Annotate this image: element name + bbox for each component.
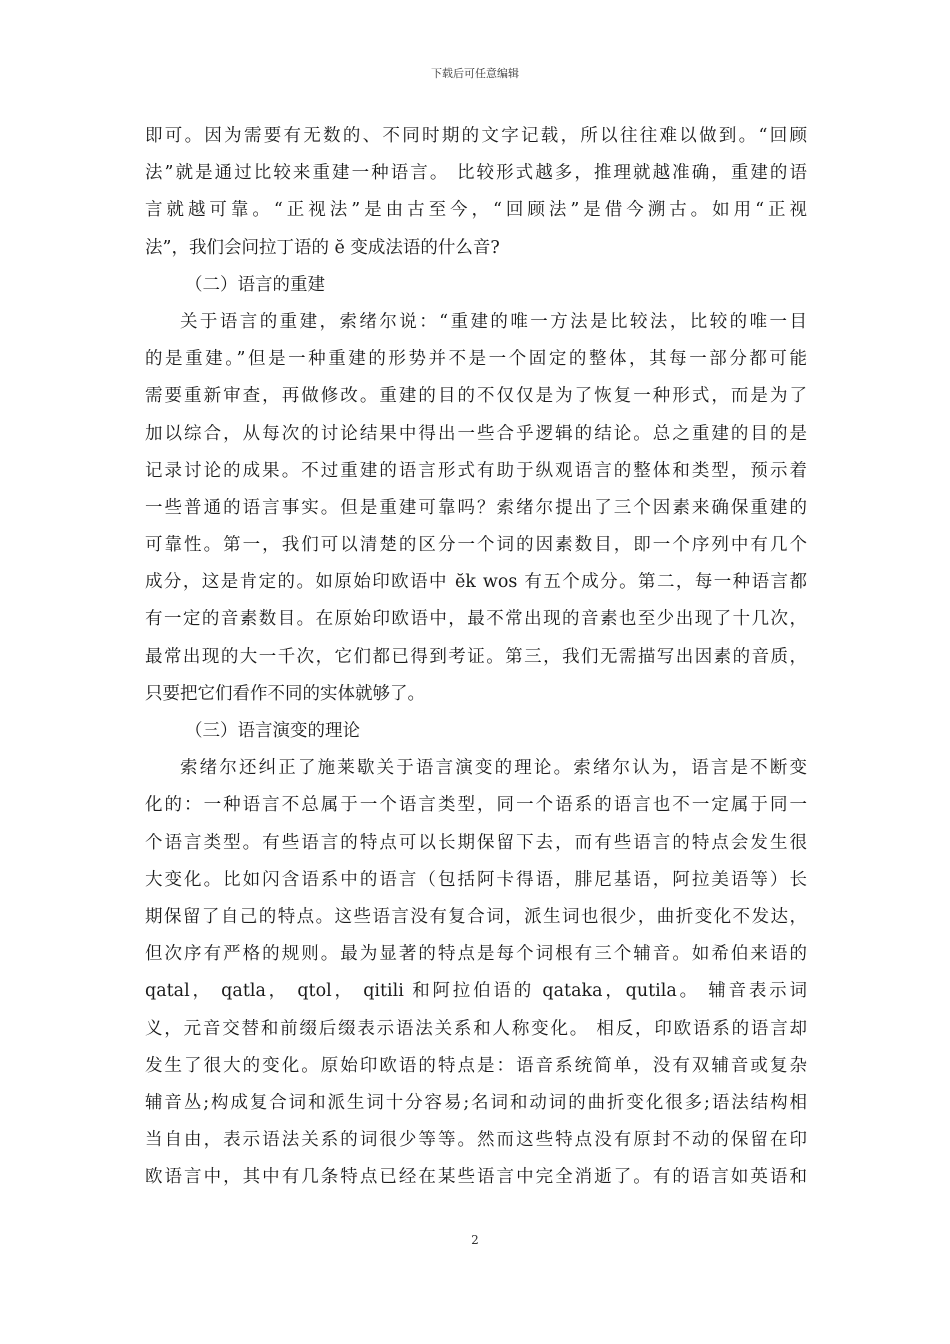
- page-number: 2: [471, 1233, 479, 1247]
- paragraph-line: 成分，这是肯定的。如原始印欧语中 ĕk wos 有五个成分。第二，每一种语言都: [145, 572, 807, 593]
- paragraph-line: 加以综合，从每次的讨论结果中得出一些合乎逻辑的结论。总之重建的目的是: [145, 423, 807, 444]
- paragraph-line: 索绪尔还纠正了施莱歇关于语言演变的理论。索绪尔认为，语言是不断变: [180, 758, 807, 779]
- paragraph-line: 辅音丛;构成复合词和派生词十分容易;名词和动词的曲折变化很多;语法结构相: [145, 1092, 807, 1113]
- body-text: [145, 118, 807, 1196]
- paragraph-line: 即可。因为需要有无数的、不同时期的文字记载，所以往往难以做到。“回顾: [145, 126, 807, 146]
- paragraph-line: 义，元音交替和前缀后缀表示语法关系和人称变化。 相反，印欧语系的语言却: [145, 1018, 807, 1039]
- paragraph-line: 记录讨论的成果。不过重建的语言形式有助于纵观语言的整体和类型，预示着: [145, 460, 807, 481]
- paragraph-line: 化的：一种语言不总属于一个语言类型，同一个语系的语言也不一定属于同一: [145, 795, 807, 816]
- paragraph-line: 的是重建。”但是一种重建的形势并不是一个固定的整体，其每一部分都可能: [145, 349, 807, 370]
- paragraph-line: 关于语言的重建，索绪尔说：“重建的唯一方法是比较法，比较的唯一目: [180, 311, 807, 332]
- section-heading: （二）语言的重建: [185, 274, 325, 295]
- paragraph-line: 但次序有严格的规则。最为显著的特点是每个词根有三个辅音。如希伯来语的: [145, 944, 807, 965]
- paragraph-line: 一些普通的语言事实。但是重建可靠吗？索绪尔提出了三个因素来确保重建的: [145, 497, 807, 518]
- paragraph-line: 期保留了自己的特点。这些语言没有复合词，派生词也很少，曲折变化不发达，: [145, 906, 807, 927]
- paragraph-line: 个语言类型。有些语言的特点可以长期保留下去，而有些语言的特点会发生很: [145, 832, 807, 853]
- paragraph-line: qatal， qatla， qtol， qitili 和阿拉伯语的 qataka，qutila。 辅音表示词: [145, 981, 807, 1002]
- paragraph-line: 只要把它们看作不同的实体就够了。: [145, 683, 425, 704]
- section-heading: （三）语言演变的理论: [185, 721, 360, 741]
- paragraph-line: 当自由，表示语法关系的词很少等等。然而这些特点没有原封不动的保留在印: [145, 1130, 807, 1151]
- paragraph-line: 最常出现的大一千次，它们都已得到考证。第三，我们无需描写出因素的音质，: [145, 646, 807, 667]
- paragraph-line: 可靠性。第一，我们可以清楚的区分一个词的因素数目，即一个序列中有几个: [145, 535, 807, 556]
- paragraph-line: 需要重新审查，再做修改。重建的目的不仅仅是为了恢复一种形式，而是为了: [145, 386, 807, 407]
- paragraph-line: 有一定的音素数目。在原始印欧语中，最不常出现的音素也至少出现了十几次，: [145, 609, 807, 630]
- paragraph-line: 欧语言中，其中有几条特点已经在某些语言中完全消逝了。有的语言如英语和: [145, 1167, 807, 1188]
- paragraph-line: 法”就是通过比较来重建一种语言。 比较形式越多，推理就越准确，重建的语: [145, 163, 807, 184]
- paragraph-line: 法”，我们会问拉丁语的 ĕ 变成法语的什么音?: [145, 237, 500, 258]
- paragraph-line: 发生了很大的变化。原始印欧语的特点是：语音系统简单，没有双辅音或复杂: [145, 1055, 807, 1076]
- paragraph-line: 言就越可靠。“正视法”是由古至今，“回顾法”是借今溯古。如用“正视: [145, 200, 807, 221]
- page-header: 下载后可任意编辑: [431, 67, 519, 80]
- paragraph-line: 大变化。比如闪含语系中的语言（包括阿卡得语，腓尼基语，阿拉美语等）长: [145, 869, 807, 890]
